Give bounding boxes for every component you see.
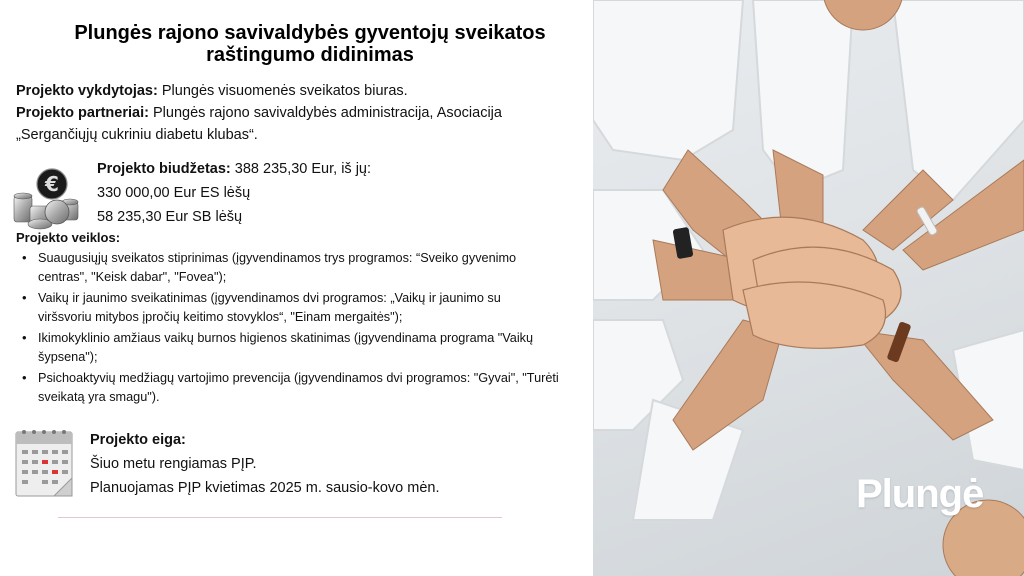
activities-title: Projekto veiklos: [16, 230, 121, 245]
partners-value: Plungės rajono savivaldybės administracija, Asociacija [148, 105, 502, 121]
list-item: • Psichoaktyvių medžiagų vartojimo prevencija (įgyvendinamos dvi programos: "Gyvai", "Turėti sveikatą yra smagu"). [22, 370, 559, 404]
partners-line [16, 102, 502, 124]
budget-sb: 58 235,30 Eur SB lėšų [97, 209, 243, 225]
bullet-icon: • [22, 250, 27, 265]
budget-eu: 330 000,00 Eur ES lėšų [97, 185, 251, 201]
executor-line [16, 80, 408, 102]
executor-value: Plungės visuomenės sveikatos biuras. [157, 83, 408, 99]
budget-label: Projekto biudžetas: [97, 161, 231, 177]
calendar-icon [14, 428, 76, 498]
budget-value: 388 235,30 Eur, iš jų: [230, 161, 372, 177]
plunge-logo: Plungė [856, 472, 984, 516]
executor-label: Projekto vykdytojas: [16, 83, 158, 99]
partners-label: Projekto partneriai: [16, 105, 149, 121]
progress-line-1: Šiuo metu rengiamas PĮP. [90, 456, 257, 472]
partners-line-2: „Sergančiųjų cukriniu diabetu klubas“. [16, 127, 258, 143]
page-title: Plungės rajono savivaldybės gyventojų sveikatos raštingumo didinimas [74, 22, 546, 66]
list-item: • Ikimokyklinio amžiaus vaikų burnos higienos skatinimas (įgyvendinama programa "Vaikų šypsena"); [22, 330, 534, 364]
progress-line-2: Planuojamas PĮP kvietimas 2025 m. sausio-kovo mėn. [90, 480, 440, 496]
activities-list [22, 249, 594, 409]
list-item: • Suaugusiųjų sveikatos stiprinimas (įgyvendinamos trys programos: “Sveiko gyvenimo centras", "Keisk dabar", "Fovea"); [22, 250, 517, 284]
list-item: • Vaikų ir jaunimo sveikatinimas (įgyvendinamos dvi programos: „Vaikų ir jaunimo su viršsvoriu mitybos įpročių keitimo stovyklos“, "Einam mergaitės"); [22, 290, 501, 324]
bullet-icon: • [22, 330, 27, 345]
coins-icon [12, 162, 82, 232]
budget-block [97, 157, 371, 229]
progress-block [90, 428, 440, 500]
progress-label: Projekto eiga: [90, 432, 186, 448]
divider [58, 517, 502, 518]
svg-text:€: € [45, 172, 59, 196]
bullet-icon: • [22, 290, 27, 305]
bullet-icon: • [22, 370, 27, 385]
